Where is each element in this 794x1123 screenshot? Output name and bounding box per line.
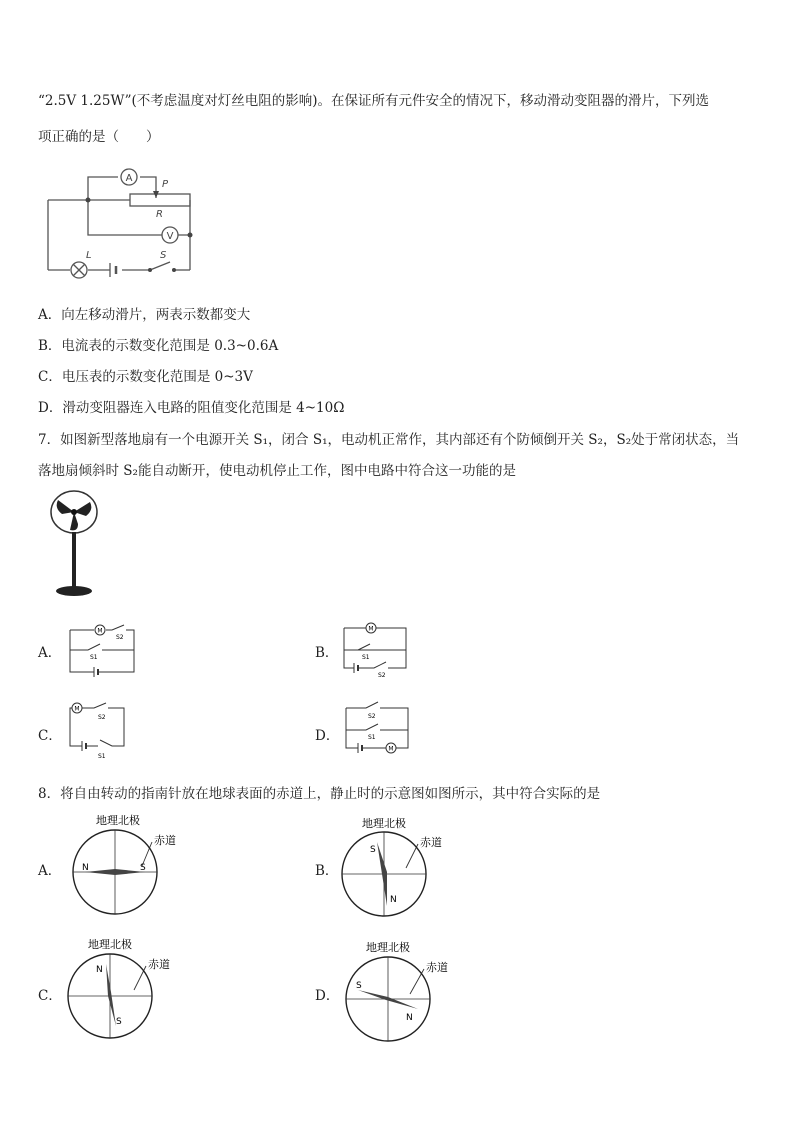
needle-s-label: S [356, 981, 362, 991]
needle-s-label: S [370, 845, 376, 855]
s1-label: S1 [362, 654, 370, 661]
needle-s-label: S [140, 863, 146, 873]
s2-label: S2 [98, 714, 106, 721]
q8-option-b-label: B． [315, 863, 339, 879]
needle-n-label: N [82, 863, 89, 873]
equator-label: 赤道 [148, 958, 170, 971]
s1-label: S1 [90, 654, 98, 661]
s2-label: S2 [378, 672, 386, 679]
q8-option-a-label: A． [38, 863, 62, 879]
q7-circuit-d [342, 700, 412, 760]
resistor-label: R [156, 209, 163, 220]
north-pole-label: 地理北极 [362, 817, 406, 830]
equator-label: 赤道 [426, 961, 448, 974]
q6-option-d: D．滑动变阻器连入电路的阻值变化范围是 4~10Ω [38, 400, 345, 416]
motor-label: M [97, 627, 103, 635]
q7-circuit-c [66, 700, 132, 760]
q8-compass-a [68, 808, 188, 918]
q6-option-b: B．电流表的示数变化范围是 0.3~0.6A [38, 338, 279, 354]
q7-option-a-label: A． [38, 645, 62, 661]
motor-label: M [368, 625, 374, 633]
slider-label: P [162, 179, 169, 190]
needle-n-label: N [390, 895, 397, 905]
q8-stem-line1: 8．将自由转动的指南针放在地球表面的赤道上，静止时的示意图如图所示，其中符合实际的是 [38, 786, 601, 802]
q6-option-a: A．向左移动滑片，两表示数都变大 [38, 307, 251, 323]
q8-compass-d [340, 934, 460, 1044]
lamp-label: L [86, 250, 92, 261]
q8-option-c-label: C． [38, 988, 62, 1004]
q7-stem-line1: 7．如图新型落地扇有一个电源开关 S₁，闭合 S₁，电动机正常作，其内部还有个防倾倒开关 S₂，S₂处于常闭状态，当 [38, 432, 740, 448]
ammeter-label: A [125, 173, 133, 184]
floor-fan-figure [44, 488, 104, 600]
q6-option-c: C．电压表的示数变化范围是 0~3V [38, 369, 253, 385]
q8-compass-b [338, 812, 458, 922]
fan-base-icon [56, 586, 92, 596]
q7-option-b-label: B． [315, 645, 339, 661]
needle-s-label: S [116, 1017, 122, 1027]
q6-stem-line2: 项正确的是（ ） [38, 129, 160, 145]
switch-label: S [160, 250, 167, 261]
s1-label: S1 [368, 734, 376, 741]
needle-n-label: N [406, 1013, 413, 1023]
q7-option-c-label: C． [38, 728, 62, 744]
s1-label: S1 [98, 753, 106, 760]
fan-pole-icon [72, 532, 76, 588]
equator-label: 赤道 [154, 834, 176, 847]
needle-n-label: N [96, 965, 103, 975]
q8-option-d-label: D． [315, 988, 340, 1004]
north-pole-label: 地理北极 [88, 938, 132, 951]
north-pole-label: 地理北极 [96, 814, 140, 827]
motor-label: M [74, 705, 80, 713]
q7-circuit-a [64, 622, 140, 678]
compass-needle-icon [106, 964, 116, 1026]
s2-label: S2 [368, 713, 376, 720]
compass-needle-icon [85, 869, 145, 875]
s2-label: S2 [116, 634, 124, 641]
motor-label: M [388, 745, 394, 753]
q7-option-d-label: D． [315, 728, 340, 744]
voltmeter-label: V [166, 231, 174, 242]
q6-stem-line1: “2.5V 1.25W”(不考虑温度对灯丝电阻的影响)。在保证所有元件安全的情况下，移动滑动变阻器的滑片，下列选 [38, 93, 710, 109]
north-pole-label: 地理北极 [366, 941, 410, 954]
q6-circuit-diagram [38, 165, 198, 280]
q7-stem-line2: 落地扇倾斜时 S₂能自动断开，使电动机停止工作，图中电路中符合这一功能的是 [38, 463, 516, 479]
equator-label: 赤道 [420, 836, 442, 849]
q7-circuit-b [340, 622, 412, 680]
q8-compass-c [64, 934, 184, 1044]
